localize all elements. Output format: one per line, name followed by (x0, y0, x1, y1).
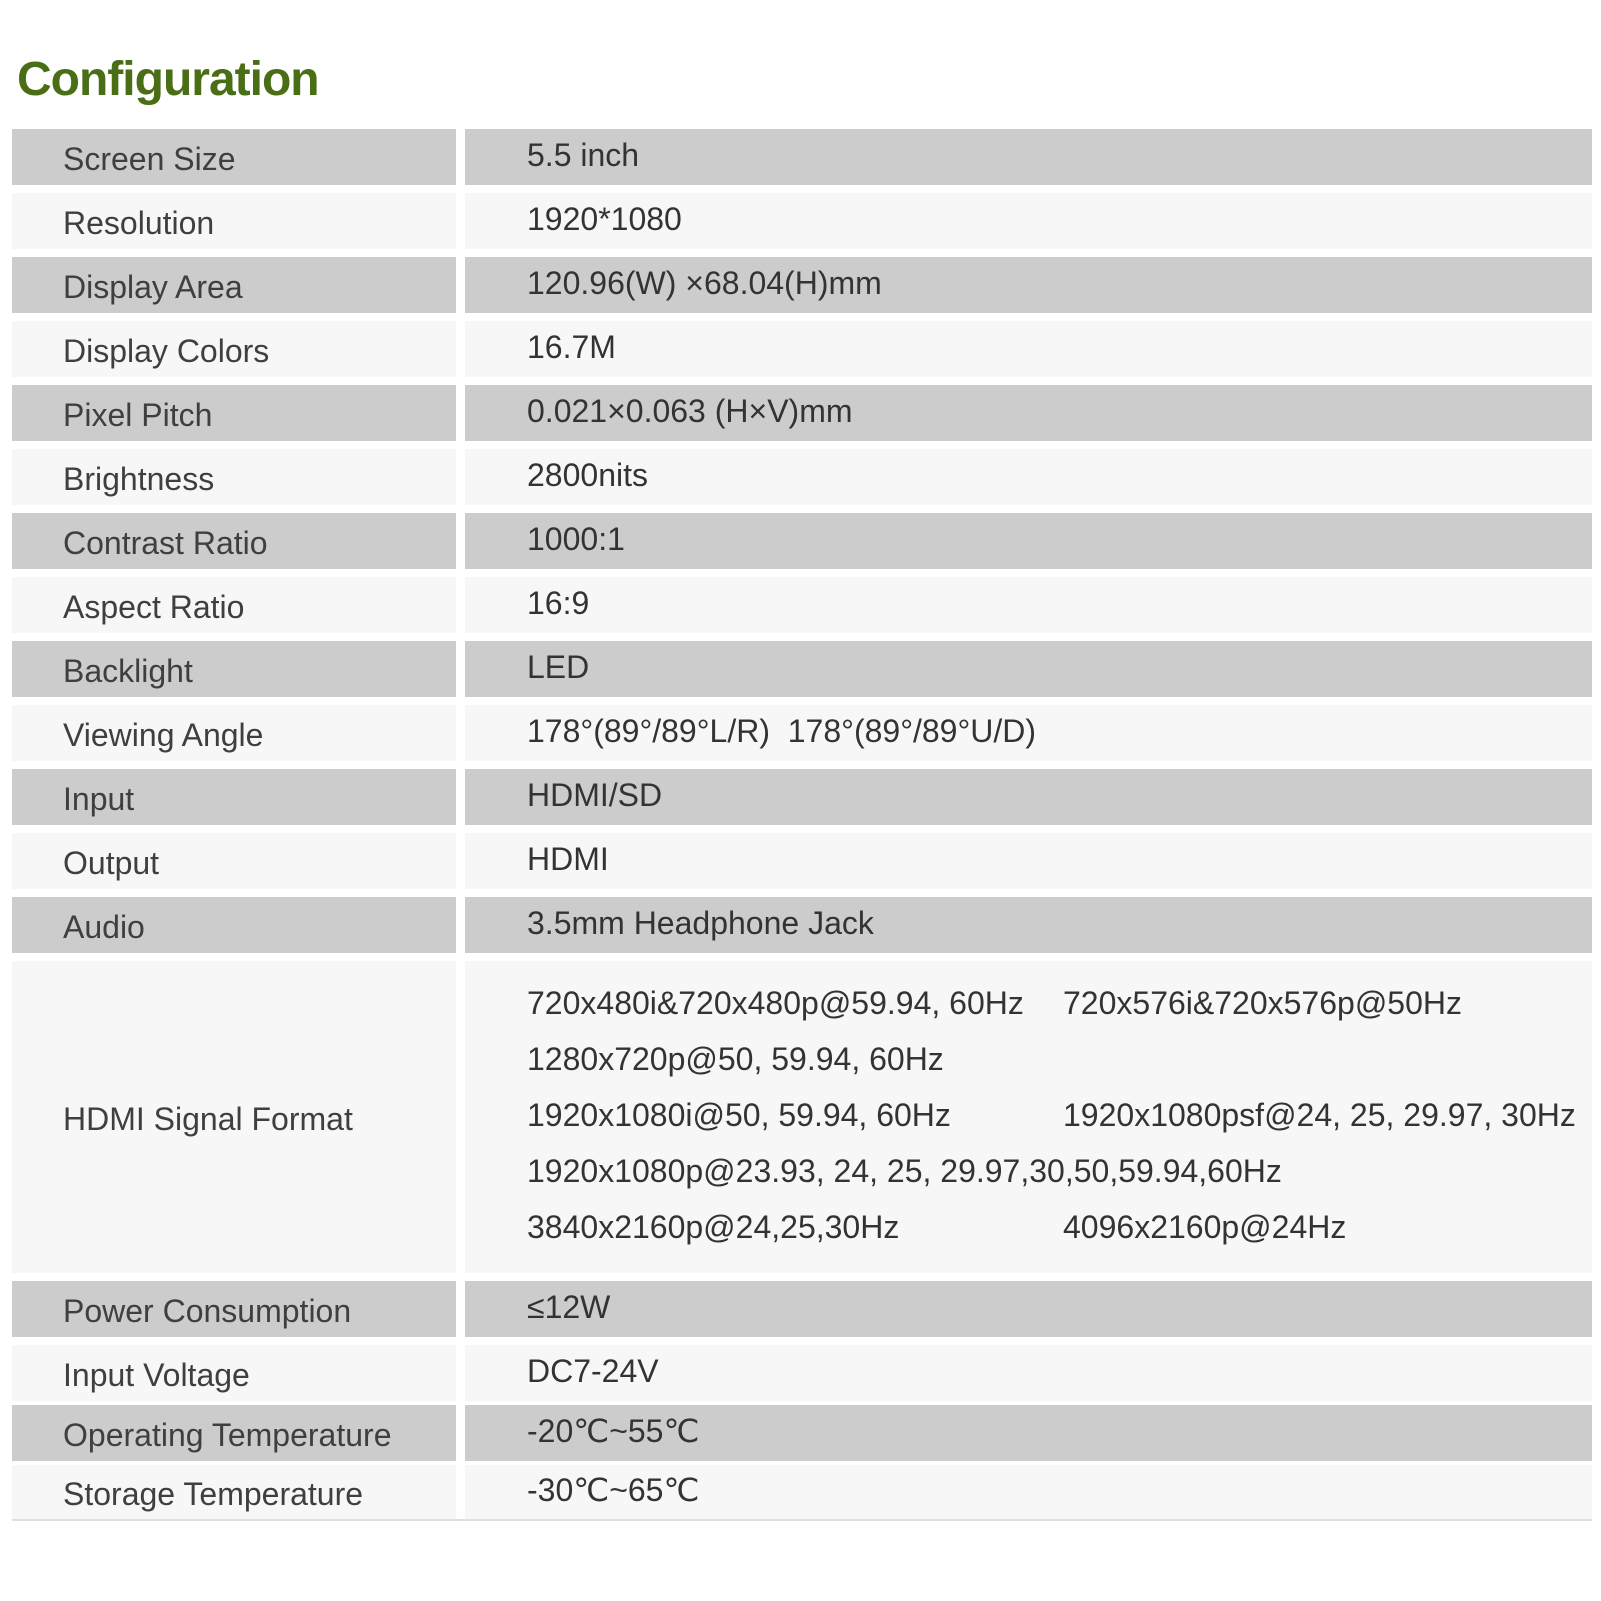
spec-label: Operating Temperature (12, 1405, 456, 1461)
table-row (12, 1345, 1592, 1401)
spec-label: Screen Size (12, 129, 456, 185)
format-entry: 1920x1080i@50, 59.94, 60Hz (527, 1097, 951, 1133)
spec-label: Contrast Ratio (12, 513, 456, 569)
spec-value: 1920*1080 (465, 193, 1592, 249)
spec-label: Output (12, 833, 456, 889)
spec-value: -20℃~55℃ (465, 1405, 1592, 1461)
hdmi-formats-list (527, 980, 1592, 1250)
spec-value: 1000:1 (465, 513, 1592, 569)
spec-label: Input Voltage (12, 1345, 456, 1401)
format-entry: 4096x2160p@24Hz (1063, 1209, 1347, 1245)
format-entry: 1920x1080p@23.93, 24, 25, 29.97,30,50,59.94,60Hz (527, 1153, 1282, 1189)
table-row (12, 1405, 1592, 1461)
format-entry: 3840x2160p@24,25,30Hz (527, 1209, 900, 1245)
table-row-hdmi-signal-format (12, 961, 1592, 1273)
table-row (12, 129, 1592, 185)
spec-label: Viewing Angle (12, 705, 456, 761)
spec-label: Storage Temperature (12, 1465, 456, 1519)
spec-label: Audio (12, 897, 456, 953)
spec-label: Aspect Ratio (12, 577, 456, 633)
spec-value: DC7-24V (465, 1345, 1592, 1401)
format-entry: 720x480i&720x480p@59.94, 60Hz (527, 985, 1024, 1021)
spec-value: -30℃~65℃ (465, 1465, 1592, 1519)
table-row (12, 321, 1592, 377)
spec-label: Brightness (12, 449, 456, 505)
table-row (12, 833, 1592, 889)
table-row (12, 577, 1592, 633)
page-title: Configuration (17, 53, 319, 106)
table-row (12, 385, 1592, 441)
table-row (12, 1281, 1592, 1337)
spec-label: Display Colors (12, 321, 456, 377)
spec-value: 120.96(W) ×68.04(H)mm (465, 257, 1592, 313)
spec-value: 178°(89°/89°L/R) 178°(89°/89°U/D) (465, 705, 1592, 761)
spec-label: Input (12, 769, 456, 825)
table-row (12, 1465, 1592, 1521)
spec-value: ≤12W (465, 1281, 1592, 1337)
spec-value: 0.021×0.063 (H×V)mm (465, 385, 1592, 441)
format-entry: 1280x720p@50, 59.94, 60Hz (527, 1041, 944, 1077)
spec-label: Resolution (12, 193, 456, 249)
format-line (527, 1148, 1592, 1194)
spec-value: HDMI/SD (465, 769, 1592, 825)
spec-value: 2800nits (465, 449, 1592, 505)
table-row (12, 257, 1592, 313)
format-line (527, 980, 1592, 1026)
table-row (12, 193, 1592, 249)
spec-value: 16.7M (465, 321, 1592, 377)
table-row (12, 641, 1592, 697)
spec-value: 3.5mm Headphone Jack (465, 897, 1592, 953)
spec-value: 16:9 (465, 577, 1592, 633)
table-row (12, 449, 1592, 505)
table-row (12, 513, 1592, 569)
format-entry: 1920x1080psf@24, 25, 29.97, 30Hz (1063, 1097, 1576, 1133)
spec-label: HDMI Signal Format (12, 961, 456, 1273)
spec-label: Backlight (12, 641, 456, 697)
format-line (527, 1036, 1592, 1082)
format-line (527, 1204, 1592, 1250)
table-row (12, 769, 1592, 825)
table-row (12, 705, 1592, 761)
spec-value: 5.5 inch (465, 129, 1592, 185)
spec-value: HDMI (465, 833, 1592, 889)
spec-label: Display Area (12, 257, 456, 313)
format-line (527, 1092, 1592, 1138)
spec-table (12, 129, 1592, 1529)
table-row (12, 897, 1592, 953)
spec-label: Power Consumption (12, 1281, 456, 1337)
hdmi-formats-cell (465, 961, 1592, 1273)
spec-label: Pixel Pitch (12, 385, 456, 441)
format-entry: 720x576i&720x576p@50Hz (1063, 985, 1462, 1021)
spec-value: LED (465, 641, 1592, 697)
